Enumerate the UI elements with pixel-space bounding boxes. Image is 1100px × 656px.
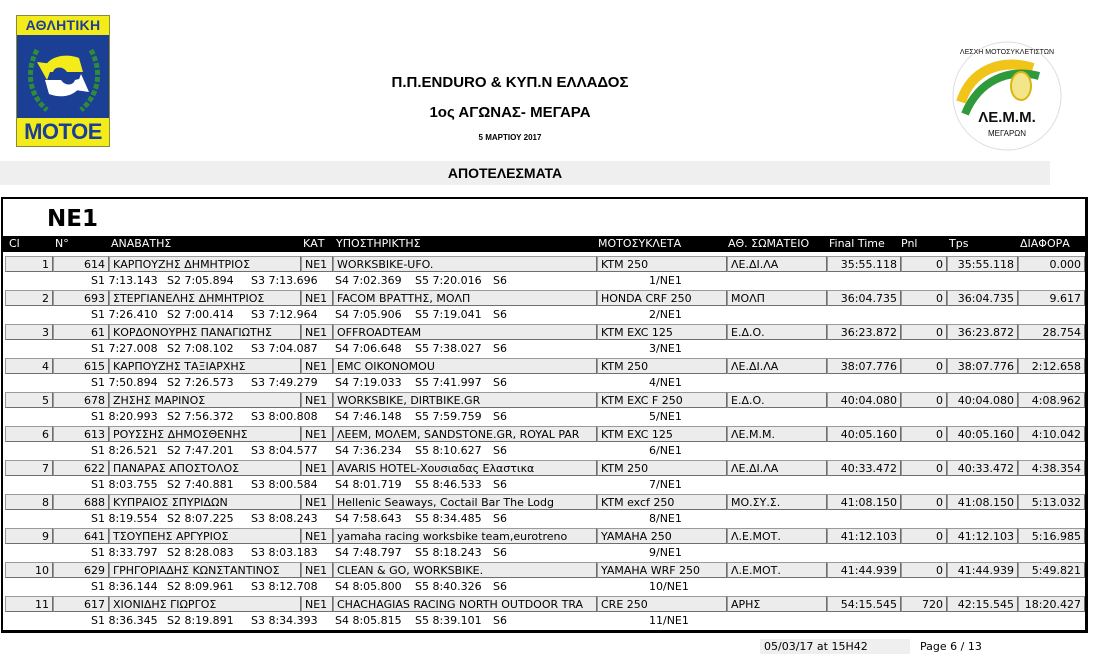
cell-category: NE1 (301, 324, 333, 340)
split-s3: S3 7:49.279 (251, 376, 318, 389)
split-s6: S6 (493, 376, 507, 389)
split-s2: S2 7:47.201 (167, 444, 234, 457)
cell-sponsor: CLEAN & GO, WORKSBIKE. (333, 562, 597, 578)
cell-tps: 41:08.150 (947, 494, 1018, 510)
cell-number: 61 (53, 324, 109, 340)
split-times-row (3, 340, 1085, 357)
cell-class: 3 (5, 324, 53, 340)
cell-rider: ΡΟΥΣΣΗΣ ΔΗΜΟΣΘΕΝΗΣ (109, 426, 301, 442)
split-s1: S1 8:36.345 (91, 614, 158, 627)
result-row (3, 595, 1085, 612)
cell-bike: CRE 250 (597, 596, 727, 612)
result-row (3, 459, 1085, 476)
cell-category: NE1 (301, 358, 333, 374)
cell-club: Λ.Ε.ΜΟΤ. (727, 562, 827, 578)
split-s4: S4 7:19.033 (335, 376, 402, 389)
cell-final-time: 40:05.160 (827, 426, 901, 442)
split-s3: S3 8:12.708 (251, 580, 318, 593)
cell-bike: HONDA CRF 250 (597, 290, 727, 306)
cell-final-time: 36:23.872 (827, 324, 901, 340)
result-row (3, 493, 1085, 510)
cell-club: ΛΕ.Μ.Μ. (727, 426, 827, 442)
cell-club: Λ.Ε.ΜΟΤ. (727, 528, 827, 544)
cell-difference: 28.754 (1018, 324, 1085, 340)
cell-difference: 2:12.658 (1018, 358, 1085, 374)
split-s4: S4 8:05.815 (335, 614, 402, 627)
col-penalty: Pnl (901, 237, 918, 250)
split-s1: S1 7:50.894 (91, 376, 158, 389)
cell-bike: KTM EXC 125 (597, 426, 727, 442)
lemm-emblem-icon (951, 40, 1063, 152)
split-s5: S5 8:39.101 (415, 614, 482, 627)
cell-difference: 5:49.821 (1018, 562, 1085, 578)
cell-tps: 35:55.118 (947, 256, 1018, 272)
athletic-moto-logo (16, 15, 110, 147)
split-times-row (3, 612, 1085, 629)
split-s4: S4 7:58.643 (335, 512, 402, 525)
table-header (3, 236, 1085, 252)
split-s6: S6 (493, 274, 507, 287)
split-s4: S4 8:05.800 (335, 580, 402, 593)
split-s6: S6 (493, 512, 507, 525)
cell-difference: 4:38.354 (1018, 460, 1085, 476)
split-times-row (3, 272, 1085, 289)
split-s2: S2 8:09.961 (167, 580, 234, 593)
split-s4: S4 8:01.719 (335, 478, 402, 491)
cell-class: 5 (5, 392, 53, 408)
split-s1: S1 8:20.993 (91, 410, 158, 423)
class-position: 9/NE1 (649, 546, 682, 559)
lemm-club-logo (951, 40, 1063, 152)
cell-tps: 40:04.080 (947, 392, 1018, 408)
result-row (3, 255, 1085, 272)
cell-number: 678 (53, 392, 109, 408)
cell-penalty: 0 (901, 528, 947, 544)
result-row (3, 425, 1085, 442)
split-times-row (3, 442, 1085, 459)
cell-sponsor: CHACHAGIAS RACING NORTH OUTDOOR TRA (333, 596, 597, 612)
results-heading: ΑΠΟΤΕΛΕΣΜΑΤΑ (0, 161, 1050, 185)
split-s6: S6 (493, 546, 507, 559)
cell-rider: ΚΟΡΔΟΝΟΥΡΗΣ ΠΑΝΑΓΙΩΤΗΣ (109, 324, 301, 340)
cell-bike: KTM EXC F 250 (597, 392, 727, 408)
cell-tps: 42:15.545 (947, 596, 1018, 612)
col-difference: ΔΙΑΦΟΡΑ (1020, 237, 1070, 250)
results-rows (3, 255, 1085, 629)
cell-final-time: 40:04.080 (827, 392, 901, 408)
split-s3: S3 7:12.964 (251, 308, 318, 321)
split-s2: S2 7:26.573 (167, 376, 234, 389)
split-s1: S1 7:26.410 (91, 308, 158, 321)
logo-top-text: ΑΘΛΗΤΙΚΗ (17, 16, 109, 35)
cell-sponsor: Hellenic Seaways, Coctail Bar The Lodg (333, 494, 597, 510)
cell-penalty: 0 (901, 392, 947, 408)
cell-rider: ΚΑΡΠΟΥΖΗΣ ΔΗΜΗΤΡΙΟΣ (109, 256, 301, 272)
cell-tps: 41:44.939 (947, 562, 1018, 578)
cell-rider: ΧΙΟΝΙΔΗΣ ΓΙΩΡΓΟΣ (109, 596, 301, 612)
class-position: 4/NE1 (649, 376, 682, 389)
lemm-logo-arc-text: ΛΕΣΧΗ ΜΟΤΟΣΥΚΛΕΤΙΣΤΩΝ (959, 49, 1055, 56)
split-s3: S3 8:00.808 (251, 410, 318, 423)
result-row (3, 357, 1085, 374)
split-s4: S4 7:46.148 (335, 410, 402, 423)
cell-category: NE1 (301, 256, 333, 272)
class-position: 2/NE1 (649, 308, 682, 321)
cell-penalty: 0 (901, 290, 947, 306)
split-s6: S6 (493, 308, 507, 321)
cell-sponsor: EMC OIKONOMOU (333, 358, 597, 374)
result-row (3, 561, 1085, 578)
cell-number: 629 (53, 562, 109, 578)
cell-club: ΜΟΛΠ (727, 290, 827, 306)
split-s6: S6 (493, 444, 507, 457)
result-row (3, 323, 1085, 340)
split-s5: S5 7:20.016 (415, 274, 482, 287)
split-s4: S4 7:06.648 (335, 342, 402, 355)
recycle-arrows-icon (23, 38, 105, 118)
col-final-time: Final Time (829, 237, 885, 250)
cell-difference: 5:16.985 (1018, 528, 1085, 544)
cell-club: ΛΕ.ΔΙ.ΛΑ (727, 460, 827, 476)
split-s4: S4 7:48.797 (335, 546, 402, 559)
split-s2: S2 8:28.083 (167, 546, 234, 559)
class-position: 11/NE1 (649, 614, 689, 627)
col-bike: ΜΟΤΟΣΥΚΛΕΤΑ (598, 237, 682, 250)
split-s1: S1 8:36.144 (91, 580, 158, 593)
split-s5: S5 8:18.243 (415, 546, 482, 559)
split-s5: S5 8:46.533 (415, 478, 482, 491)
cell-penalty: 0 (901, 426, 947, 442)
cell-class: 10 (5, 562, 53, 578)
split-times-row (3, 578, 1085, 595)
cell-rider: ΖΗΣΗΣ ΜΑΡΙΝΟΣ (109, 392, 301, 408)
split-s5: S5 7:19.041 (415, 308, 482, 321)
split-s5: S5 8:34.485 (415, 512, 482, 525)
split-s5: S5 7:38.027 (415, 342, 482, 355)
cell-number: 622 (53, 460, 109, 476)
split-s2: S2 7:56.372 (167, 410, 234, 423)
cell-final-time: 40:33.472 (827, 460, 901, 476)
event-titles (360, 74, 660, 143)
cell-tps: 40:33.472 (947, 460, 1018, 476)
cell-class: 8 (5, 494, 53, 510)
cell-bike: KTM 250 (597, 256, 727, 272)
cell-bike: KTM 250 (597, 460, 727, 476)
result-row (3, 391, 1085, 408)
cell-sponsor: WORKSBIKE-UFO. (333, 256, 597, 272)
cell-class: 11 (5, 596, 53, 612)
cell-final-time: 36:04.735 (827, 290, 901, 306)
class-position: 10/NE1 (649, 580, 689, 593)
cell-sponsor: yamaha racing worksbike team,eurotreno (333, 528, 597, 544)
split-s5: S5 8:40.326 (415, 580, 482, 593)
split-times-row (3, 476, 1085, 493)
result-row (3, 527, 1085, 544)
col-rider: ΑΝΑΒΑΤΗΣ (111, 237, 172, 250)
cell-bike: KTM 250 (597, 358, 727, 374)
logo-bottom-text: MOTOE (17, 118, 109, 146)
split-s2: S2 7:40.881 (167, 478, 234, 491)
cell-rider: ΓΡΗΓΟΡΙΑΔΗΣ ΚΩΝΣΤΑΝΤΙΝΟΣ (109, 562, 301, 578)
cell-number: 693 (53, 290, 109, 306)
cell-sponsor: FACOM ΒΡΑΤΤΗΣ, ΜΟΛΠ (333, 290, 597, 306)
cell-final-time: 41:08.150 (827, 494, 901, 510)
split-s1: S1 7:13.143 (91, 274, 158, 287)
cell-penalty: 0 (901, 562, 947, 578)
cell-sponsor: ΛΕΕΜ, ΜΟΛΕΜ, SANDSTONE.GR, ROYAL PAR (333, 426, 597, 442)
split-s5: S5 7:41.997 (415, 376, 482, 389)
cell-rider: ΚΑΡΠΟΥΖΗΣ ΤΑΞΙΑΡΧΗΣ (109, 358, 301, 374)
cell-number: 641 (53, 528, 109, 544)
cell-number: 688 (53, 494, 109, 510)
split-s4: S4 7:36.234 (335, 444, 402, 457)
split-s1: S1 8:26.521 (91, 444, 158, 457)
cell-sponsor: AVARIS HOTEL-Χουσιαδας Ελαστικα (333, 460, 597, 476)
col-category: ΚΑΤ (303, 237, 325, 250)
cell-category: NE1 (301, 596, 333, 612)
cell-difference: 4:08.962 (1018, 392, 1085, 408)
cell-penalty: 0 (901, 494, 947, 510)
cell-club: ΛΕ.ΔΙ.ΛΑ (727, 256, 827, 272)
cell-difference: 9.617 (1018, 290, 1085, 306)
class-position: 6/NE1 (649, 444, 682, 457)
cell-difference: 4:10.042 (1018, 426, 1085, 442)
cell-category: NE1 (301, 528, 333, 544)
cell-class: 4 (5, 358, 53, 374)
cell-class: 2 (5, 290, 53, 306)
cell-number: 617 (53, 596, 109, 612)
split-s3: S3 8:03.183 (251, 546, 318, 559)
split-s6: S6 (493, 410, 507, 423)
cell-class: 1 (5, 256, 53, 272)
col-tps: Tps (949, 237, 969, 250)
page-indicator: Page 6 / 13 (920, 640, 982, 653)
cell-final-time: 38:07.776 (827, 358, 901, 374)
split-s3: S3 7:04.087 (251, 342, 318, 355)
cell-club: ΛΕ.ΔΙ.ΛΑ (727, 358, 827, 374)
split-times-row (3, 374, 1085, 391)
cell-tps: 38:07.776 (947, 358, 1018, 374)
event-subtitle: 1ος ΑΓΩΝΑΣ- ΜΕΓΑΡΑ (429, 104, 591, 121)
split-s5: S5 7:59.759 (415, 410, 482, 423)
split-s3: S3 7:13.696 (251, 274, 318, 287)
split-s6: S6 (493, 342, 507, 355)
split-s2: S2 7:08.102 (167, 342, 234, 355)
cell-penalty: 0 (901, 358, 947, 374)
col-number: N° (55, 237, 69, 250)
split-s3: S3 8:34.393 (251, 614, 318, 627)
cell-class: 6 (5, 426, 53, 442)
cell-category: NE1 (301, 426, 333, 442)
cell-club: Ε.Δ.Ο. (727, 392, 827, 408)
cell-penalty: 720 (901, 596, 947, 612)
split-s1: S1 8:33.797 (91, 546, 158, 559)
category-title: NE1 (47, 206, 98, 232)
split-times-row (3, 408, 1085, 425)
split-s3: S3 8:00.584 (251, 478, 318, 491)
split-s2: S2 7:00.414 (167, 308, 234, 321)
col-cl: Cl (9, 237, 20, 250)
event-date: 5 ΜΑΡΤΙΟΥ 2017 (478, 133, 542, 142)
cell-tps: 41:12.103 (947, 528, 1018, 544)
cell-club: ΜΟ.ΣΥ.Σ. (727, 494, 827, 510)
split-s1: S1 8:03.755 (91, 478, 158, 491)
cell-final-time: 54:15.545 (827, 596, 901, 612)
split-s4: S4 7:02.369 (335, 274, 402, 287)
cell-bike: YAMAHA WRF 250 (597, 562, 727, 578)
cell-class: 7 (5, 460, 53, 476)
results-table (1, 197, 1088, 633)
cell-bike: KTM EXC 125 (597, 324, 727, 340)
cell-bike: KTM excf 250 (597, 494, 727, 510)
cell-club: Ε.Δ.Ο. (727, 324, 827, 340)
cell-rider: ΤΣΟΥΠΕΗΣ ΑΡΓΥΡΙΟΣ (109, 528, 301, 544)
cell-difference: 5:13.032 (1018, 494, 1085, 510)
class-position: 8/NE1 (649, 512, 682, 525)
cell-difference: 0.000 (1018, 256, 1085, 272)
cell-bike: YAMAHA 250 (597, 528, 727, 544)
event-title: Π.Π.ENDURO & ΚΥΠ.Ν ΕΛΛΑΔΟΣ (391, 74, 629, 91)
cell-sponsor: WORKSBIKE, DIRTBIKE.GR (333, 392, 597, 408)
cell-rider: ΠΑΝΑΡΑΣ ΑΠΟΣΤΟΛΟΣ (109, 460, 301, 476)
split-s6: S6 (493, 614, 507, 627)
cell-final-time: 41:12.103 (827, 528, 901, 544)
cell-category: NE1 (301, 494, 333, 510)
cell-number: 613 (53, 426, 109, 442)
split-s6: S6 (493, 580, 507, 593)
split-times-row (3, 544, 1085, 561)
lemm-logo-bottom-text: ΜΕΓΑΡΩΝ (987, 129, 1027, 138)
split-s2: S2 8:19.891 (167, 614, 234, 627)
cell-number: 615 (53, 358, 109, 374)
cell-difference: 18:20.427 (1018, 596, 1085, 612)
class-position: 7/NE1 (649, 478, 682, 491)
col-sponsor: ΥΠΟΣΤΗΡΙΚΤΗΣ (336, 237, 421, 250)
cell-tps: 36:04.735 (947, 290, 1018, 306)
split-s2: S2 7:05.894 (167, 274, 234, 287)
cell-tps: 36:23.872 (947, 324, 1018, 340)
split-s2: S2 8:07.225 (167, 512, 234, 525)
cell-club: ΑΡΗΣ (727, 596, 827, 612)
cell-penalty: 0 (901, 460, 947, 476)
print-timestamp: 05/03/17 at 15H42 (760, 639, 910, 654)
cell-category: NE1 (301, 562, 333, 578)
split-s1: S1 8:19.554 (91, 512, 158, 525)
lemm-logo-main-text: ΛΕ.Μ.Μ. (978, 109, 1036, 126)
split-s6: S6 (493, 478, 507, 491)
split-s5: S5 8:10.627 (415, 444, 482, 457)
cell-sponsor: OFFROADTEAM (333, 324, 597, 340)
class-position: 3/NE1 (649, 342, 682, 355)
split-s3: S3 8:08.243 (251, 512, 318, 525)
split-s1: S1 7:27.008 (91, 342, 158, 355)
class-position: 1/NE1 (649, 274, 682, 287)
cell-final-time: 35:55.118 (827, 256, 901, 272)
class-position: 5/NE1 (649, 410, 682, 423)
cell-category: NE1 (301, 392, 333, 408)
cell-category: NE1 (301, 460, 333, 476)
cell-penalty: 0 (901, 324, 947, 340)
cell-tps: 40:05.160 (947, 426, 1018, 442)
split-times-row (3, 306, 1085, 323)
split-times-row (3, 510, 1085, 527)
cell-rider: ΣΤΕΡΓΙΑΝΕΛΗΣ ΔΗΜΗΤΡΙΟΣ (109, 290, 301, 306)
cell-final-time: 41:44.939 (827, 562, 901, 578)
cell-class: 9 (5, 528, 53, 544)
split-s4: S4 7:05.906 (335, 308, 402, 321)
cell-rider: ΚΥΠΡΑΙΟΣ ΣΠΥΡΙΔΩΝ (109, 494, 301, 510)
col-club: ΑΘ. ΣΩΜΑΤΕΙΟ (728, 237, 810, 250)
split-s3: S3 8:04.577 (251, 444, 318, 457)
cell-penalty: 0 (901, 256, 947, 272)
result-row (3, 289, 1085, 306)
cell-category: NE1 (301, 290, 333, 306)
cell-number: 614 (53, 256, 109, 272)
